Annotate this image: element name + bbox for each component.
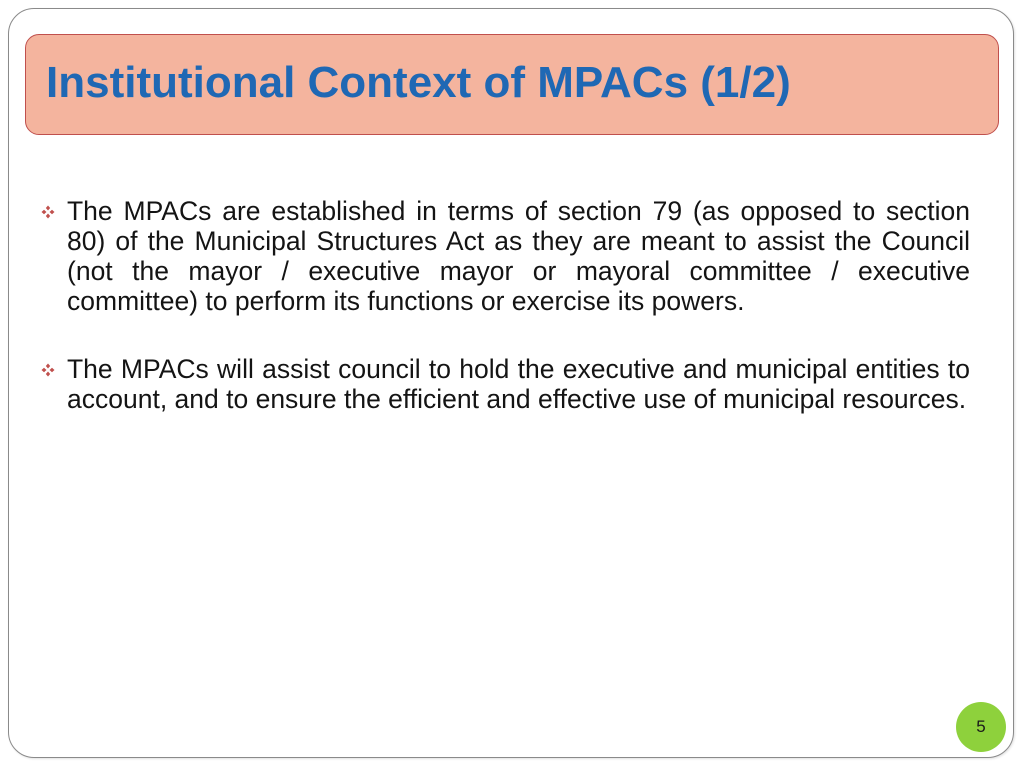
bullet-text: The MPACs will assist council to hold the executive and municipal entities to account, and to ensure the efficient and effective use of municipal resources.: [67, 354, 970, 414]
page-number-badge: [956, 702, 1006, 752]
bullet-item: [40, 196, 970, 316]
bullet-list: [40, 196, 970, 452]
slide-title: Institutional Context of MPACs (1/2): [46, 58, 791, 107]
bullet-text: The MPACs are established in terms of section 79 (as opposed to section 80) of the Municipal Structures Act as they are meant to assist the Council (not the mayor / executive mayor or mayoral committee / executive committee) to perform its functions or exercise its powers.: [67, 196, 970, 316]
diamond-bullet-icon: [40, 204, 56, 220]
page-number: 5: [976, 717, 986, 736]
bullet-item: [40, 354, 970, 414]
diamond-bullet-icon: [40, 362, 56, 378]
